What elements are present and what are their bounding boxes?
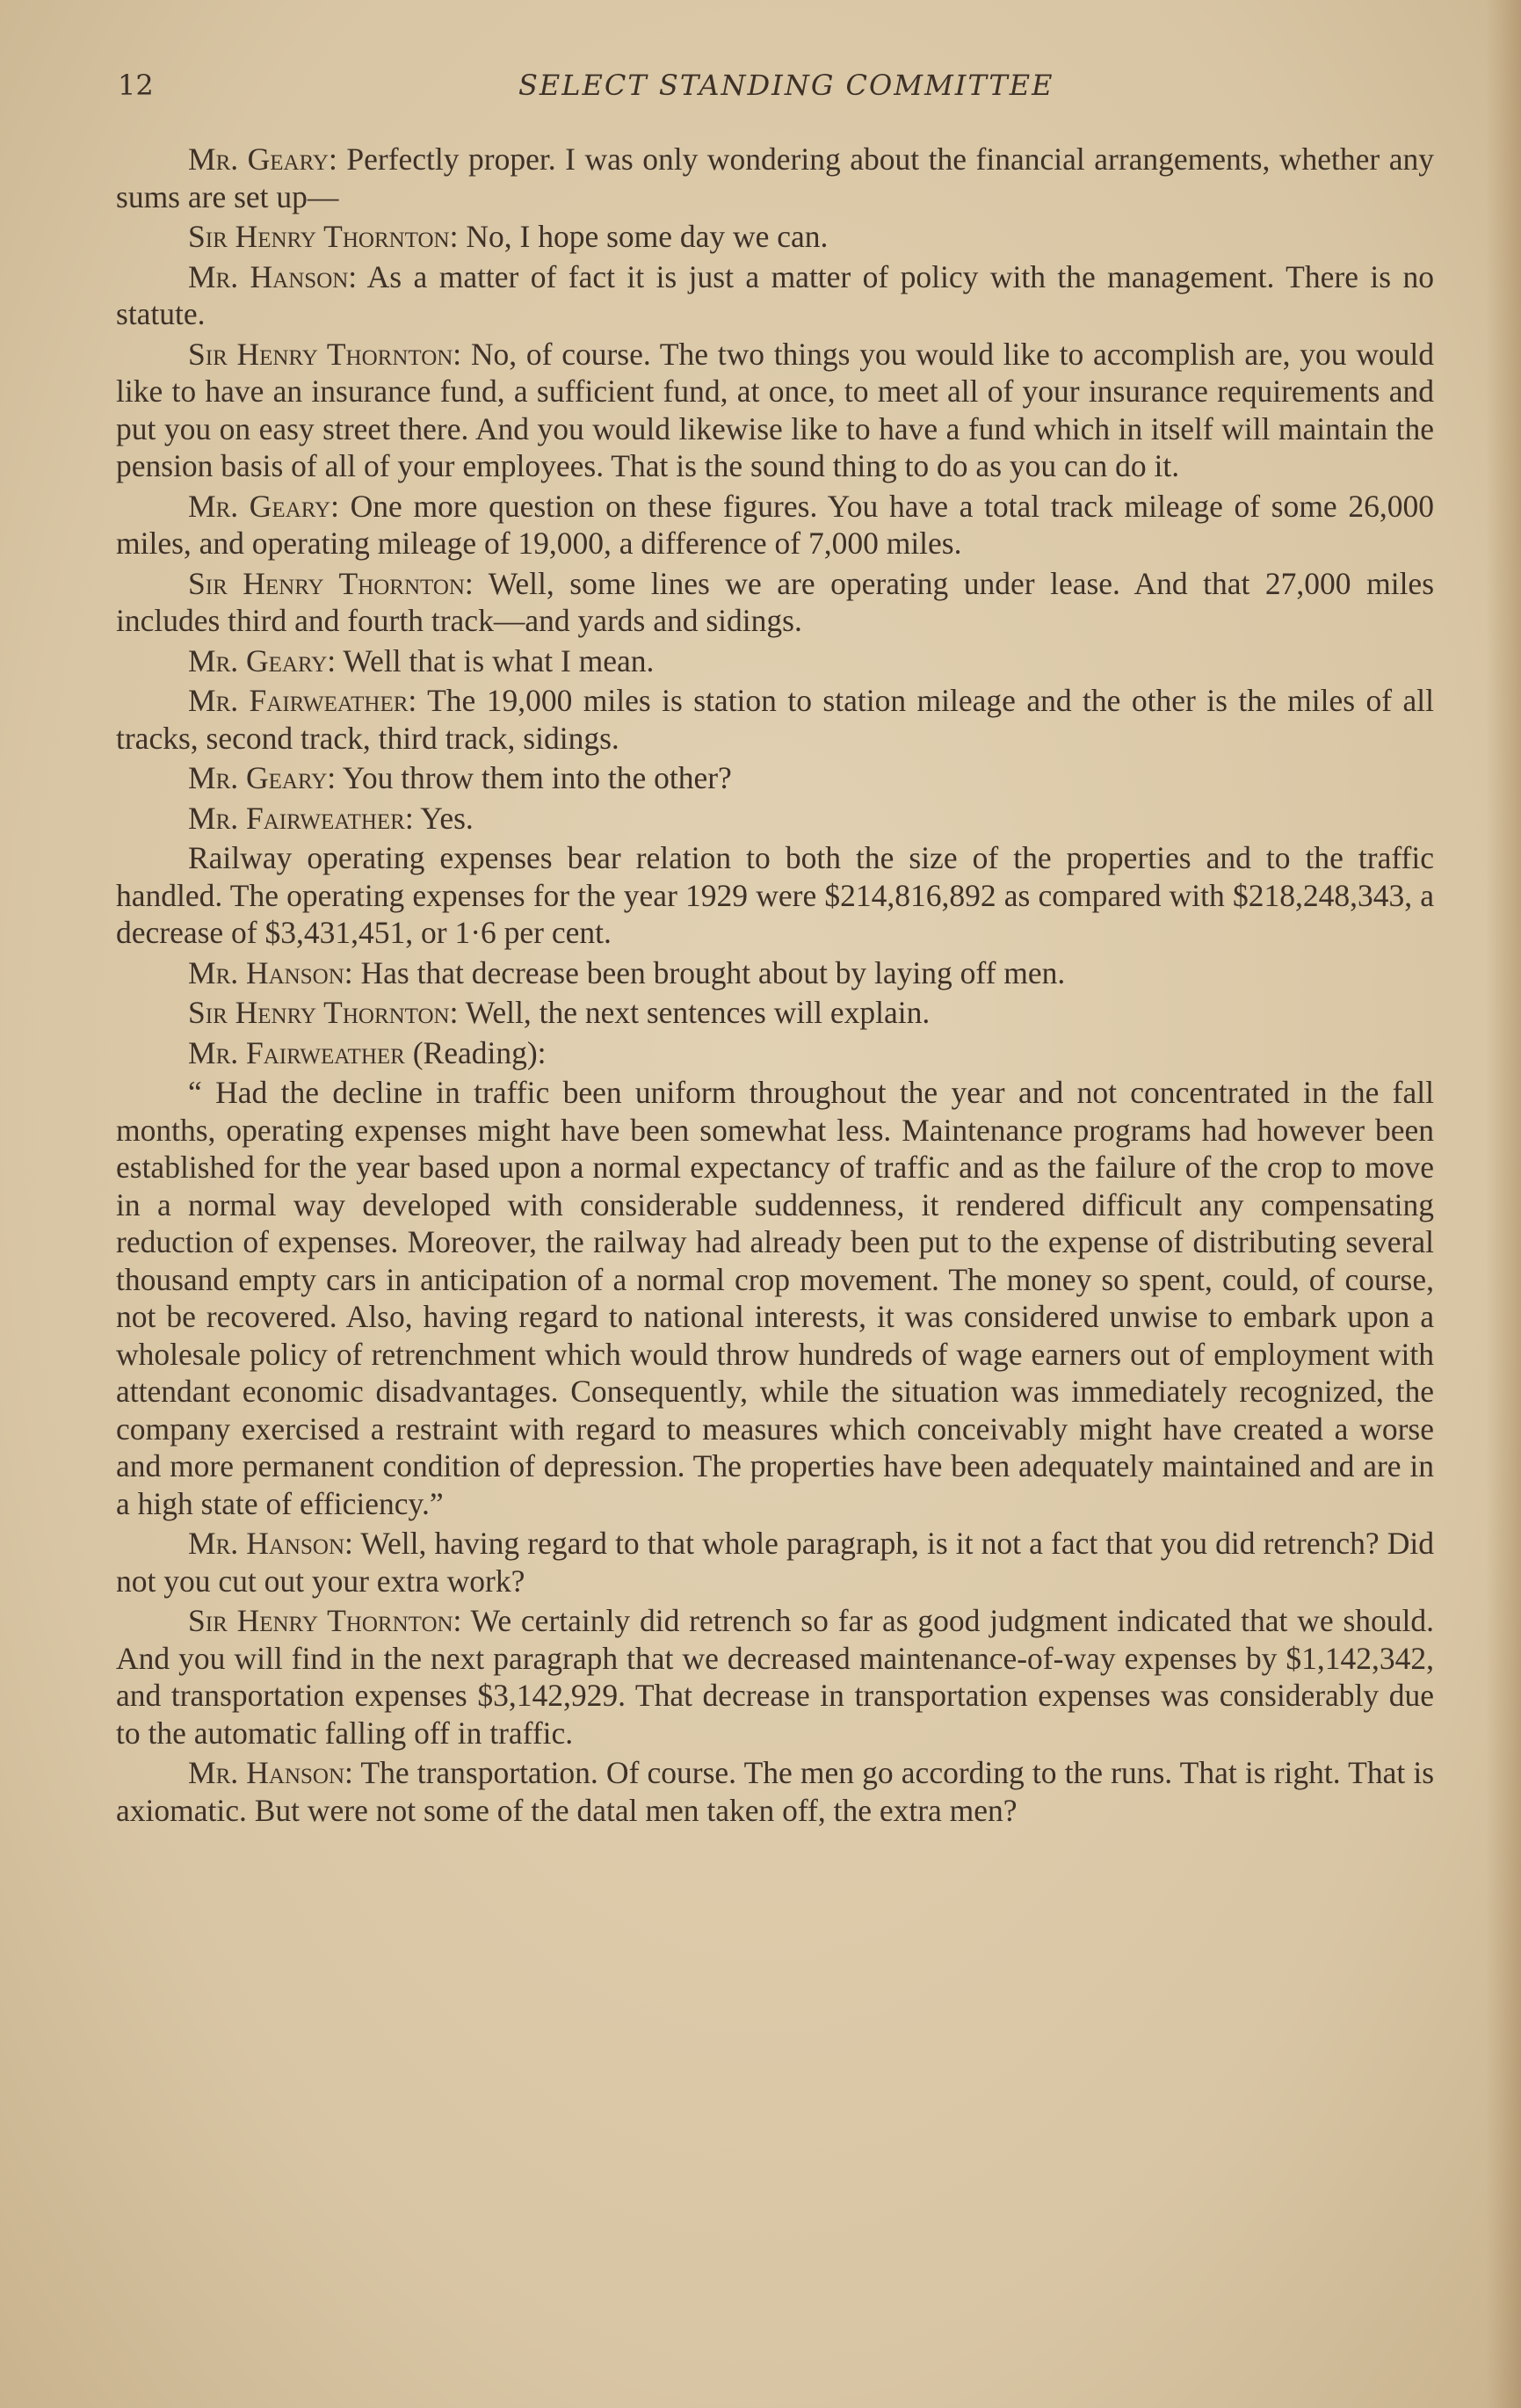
speaker: Mr. Geary: (188, 488, 339, 524)
speaker: Sir Henry Thornton: (188, 219, 459, 254)
paragraph (116, 1525, 1434, 1599)
paragraph (116, 1602, 1434, 1752)
paragraph (116, 218, 1434, 256)
paragraph (116, 141, 1434, 215)
paragraph (116, 994, 1434, 1032)
paragraph (116, 488, 1434, 562)
speaker: Mr. Geary: (188, 642, 337, 678)
paragraph-text: Yes. (420, 800, 474, 836)
paragraph (116, 954, 1434, 992)
speaker: Sir Henry Thornton: (188, 336, 462, 372)
paragraph (116, 1754, 1434, 1829)
paragraph-text: “ Had the decline in traffic been uniform throughout the year and not concentrated in the fall months, operating expenses might have been somewhat less. Maintenance programs had however been established for the year based upon a normal expectancy of traffic and as the failure of the crop to move in a normal way developed with considerable suddenness, it rendered difficult any compensating reduction of expenses. Moreover, the railway had already been put to the expense of distributing several thousand empty cars in anticipation of a normal crop movement. The money so spent, could, of course, not be recovered. Also, having regard to national interests, it was considered unwise to embark upon a wholesale policy of retrenchment which would throw hundreds of wage earners out of employment with attendant economic disadvantages. Consequently, while the situation was immediately recognized, the company exercised a restraint with regard to measures which conceivably might have created a worse and more permanent condition of depression. The properties have been adequately maintained and are in a high state of efficiency.” (116, 1075, 1434, 1521)
transcript-body (116, 141, 1434, 1831)
page-edge-shading (1486, 0, 1521, 2408)
paragraph-text: Railway operating expenses bear relation to both the size of the properties and to the traffic handled. The operating expenses for the year 1929 were $214,816,892 as compared with $218,248,343, a decrease of $3,431,451, or 1·6 per cent. (116, 840, 1434, 950)
paragraph-text: One more question on these figures. You have a total track mileage of some 26,000 miles, and operating mileage of 19,000, a difference of 7,000 miles. (116, 488, 1434, 561)
paragraph-text: Well, some lines we are operating under lease. And that 27,000 miles includes third and fourth track—and yards and sidings. (116, 565, 1435, 638)
paragraph-text: The 19,000 miles is station to station mileage and the other is the miles of all tracks, second track, third track, sidings. (116, 683, 1435, 756)
speaker: Mr. Hanson: (188, 258, 358, 294)
paragraph (116, 682, 1434, 757)
speaker: Mr. Hanson: (188, 1755, 353, 1790)
speaker: Mr. Hanson: (188, 1526, 353, 1561)
paragraph-text: Well, having regard to that whole paragraph, is it not a fact that you did retrench? Did not you cut out your extra work? (116, 1526, 1434, 1599)
speaker: Mr. Fairweather (188, 1034, 405, 1070)
paragraph (116, 800, 1434, 838)
paragraph (116, 642, 1434, 680)
quoted-report (116, 1074, 1434, 1522)
speaker: Mr. Hanson: (188, 954, 353, 990)
paragraph-text: (Reading): (412, 1034, 547, 1070)
paragraph-text: Has that decrease been brought about by laying off men. (360, 954, 1066, 990)
speaker: Mr. Geary: (188, 141, 337, 177)
paragraph-text: The transportation. Of course. The men go according to the runs. That is right. That is axiomatic. But were not some of the datal men taken off, the extra men? (116, 1755, 1435, 1828)
paragraph-text: Perfectly proper. I was only wondering about the financial arrangements, whether any sums are set up— (116, 141, 1435, 214)
paragraph-text: Well, the next sentences will explain. (465, 995, 931, 1030)
paragraph (116, 565, 1434, 640)
speaker: Mr. Geary: (188, 760, 337, 795)
running-title: SELECT STANDING COMMITTEE (518, 69, 1054, 102)
paragraph (116, 258, 1434, 333)
speaker: Mr. Fairweather: (188, 800, 414, 836)
paragraph (116, 336, 1434, 485)
paragraph-text: We certainly did retrench so far as good judgment indicated that we should. And you will find in the next paragraph that we decreased maintenance-of-way expenses by $1,142,342, and transportation expenses $3,142,929. That decrease in transportation expenses was considerably due to the automatic falling off in traffic. (116, 1603, 1435, 1751)
paragraph-text: Well that is what I mean. (343, 642, 655, 678)
paragraph (116, 839, 1434, 952)
paragraph-text: As a matter of fact it is just a matter of policy with the management. There is no statute. (116, 258, 1434, 331)
paragraph (116, 759, 1434, 797)
paragraph (116, 1034, 1434, 1072)
page-header (118, 69, 1436, 112)
speaker: Sir Henry Thornton: (188, 565, 474, 601)
speaker: Sir Henry Thornton: (188, 1603, 462, 1638)
page-number: 12 (118, 69, 154, 102)
paragraph-text: No, I hope some day we can. (466, 219, 829, 254)
speaker: Sir Henry Thornton: (188, 995, 459, 1030)
paragraph-text: You throw them into the other? (342, 760, 732, 795)
paragraph-text: No, of course. The two things you would like to accomplish are, you would like to have an insurance fund, a sufficient fund, at once, to meet all of your insurance requirements and put you on easy street there. And you would likewise like to have a fund which in itself will maintain the pension basis of all of your employees. That is the sound thing to do as you can do it. (116, 336, 1435, 483)
speaker: Mr. Fairweather: (188, 683, 417, 718)
